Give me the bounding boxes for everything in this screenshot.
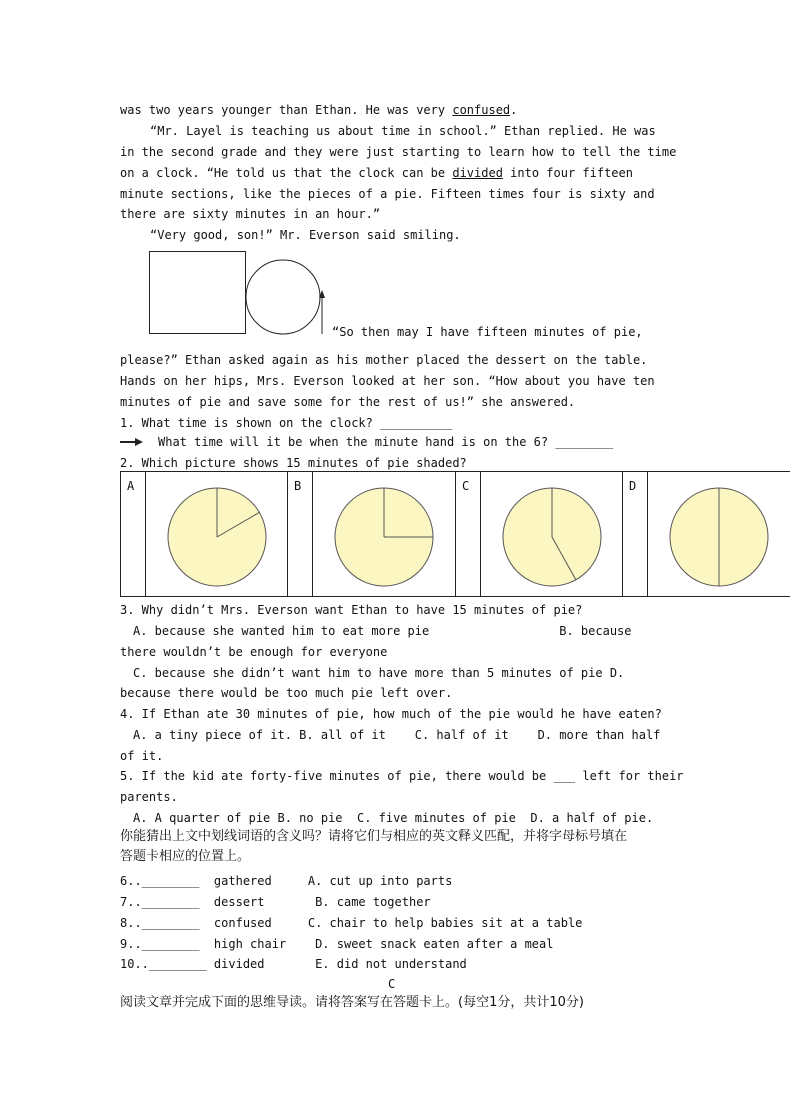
question-1b: What time will it be when the minute hand is on the 6? ________ — [158, 435, 614, 449]
passage-line-11: minutes of pie and save some for the rest of us!” she answered. — [120, 395, 576, 409]
question-3-options-line-1: A. because she wanted him to eat more pie B. because — [133, 624, 632, 638]
pie-chart-c — [500, 485, 604, 589]
pie-chart-b — [332, 485, 436, 589]
option-b-label-cell: B — [287, 471, 313, 597]
section-c-instruction: 阅读文章并完成下面的思维导读。请将答案写在答题卡上。(每空1分，共计10分) — [120, 995, 584, 1010]
option-c-pie-cell[interactable] — [480, 471, 623, 597]
underlined-word-confused: confused — [452, 103, 511, 117]
question-4: 4. If Ethan ate 30 minutes of pie, how much of the pie would he have eaten? — [120, 707, 662, 721]
passage-line-4: on a clock. “He told us that the clock can be divided into four fifteen — [120, 166, 633, 180]
question-5: 5. If the kid ate forty-five minutes of pie, there would be ___ left for their — [120, 769, 684, 783]
pie-chart-a — [165, 485, 269, 589]
question-4-options-line-2: of it. — [120, 749, 164, 763]
option-c-label-cell: C — [455, 471, 481, 597]
right-arrow-icon — [120, 437, 144, 447]
vocab-row-8: 8..________ confused C. chair to help babies sit at a table — [120, 916, 583, 930]
question-3: 3. Why didn’t Mrs. Everson want Ethan to have 15 minutes of pie? — [120, 603, 583, 617]
vocab-instruction-line-1: 你能猜出上文中划线词语的含义吗？请将它们与相应的英文释义匹配，并将字母标号填在 — [120, 829, 628, 844]
option-a-label-cell: A — [120, 471, 146, 597]
passage-line-9: please?” Ethan asked again as his mother placed the dessert on the table. — [120, 353, 648, 367]
underlined-word-divided: divided — [452, 166, 503, 180]
question-5-options: A. A quarter of pie B. no pie C. five minutes of pie D. a half of pie. — [133, 811, 654, 825]
passage-line-3: in the second grade and they were just starting to learn how to tell the time — [120, 145, 677, 159]
passage-line-6: there are sixty minutes in an hour.” — [120, 207, 381, 221]
vocab-row-9: 9..________ high chair D. sweet snack eaten after a meal — [120, 937, 554, 951]
question-4-options-line-1: A. a tiny piece of it. B. all of it C. half of it D. more than half — [133, 728, 661, 742]
vocab-row-6: 6..________ gathered A. cut up into parts — [120, 874, 453, 888]
passage-line-10: Hands on her hips, Mrs. Everson looked at her son. “How about you have ten — [120, 374, 655, 388]
option-a-pie-cell[interactable] — [145, 471, 288, 597]
circle-arrow-figure — [244, 258, 326, 338]
question-3-options-line-4: because there would be too much pie left over. — [120, 686, 453, 700]
passage-line-7: “Very good, son!” Mr. Everson said smiling. — [150, 228, 461, 242]
vocab-instruction-line-2: 答题卡相应的位置上。 — [120, 849, 251, 864]
vocab-row-7: 7..________ dessert B. came together — [120, 895, 431, 909]
question-2: 2. Which picture shows 15 minutes of pie shaded? — [120, 456, 467, 470]
question-5-line-2: parents. — [120, 790, 178, 804]
vocab-row-10: 10..________ divided E. did not understand — [120, 957, 467, 971]
passage-line-2: “Mr. Layel is teaching us about time in school.” Ethan replied. He was — [150, 124, 656, 138]
question-3-options-line-2: there wouldn’t be enough for everyone — [120, 645, 388, 659]
pie-chart-d — [667, 485, 771, 589]
option-b-pie-cell[interactable] — [312, 471, 456, 597]
passage-line-1: was two years younger than Ethan. He was very confused. — [120, 103, 518, 117]
section-c-heading: C — [388, 977, 396, 991]
passage-line-8: “So then may I have fifteen minutes of pie, — [332, 325, 643, 339]
option-d-label-cell: D — [622, 471, 648, 597]
passage-line-5: minute sections, like the pieces of a pie. Fifteen times four is sixty and — [120, 187, 655, 201]
question-1: 1. What time is shown on the clock? __________ — [120, 416, 453, 430]
option-d-pie-cell[interactable] — [647, 471, 790, 597]
square-shape — [149, 251, 246, 334]
question-3-options-line-3: C. because she didn’t want him to have more than 5 minutes of pie D. — [133, 666, 625, 680]
circle-shape — [246, 260, 320, 334]
